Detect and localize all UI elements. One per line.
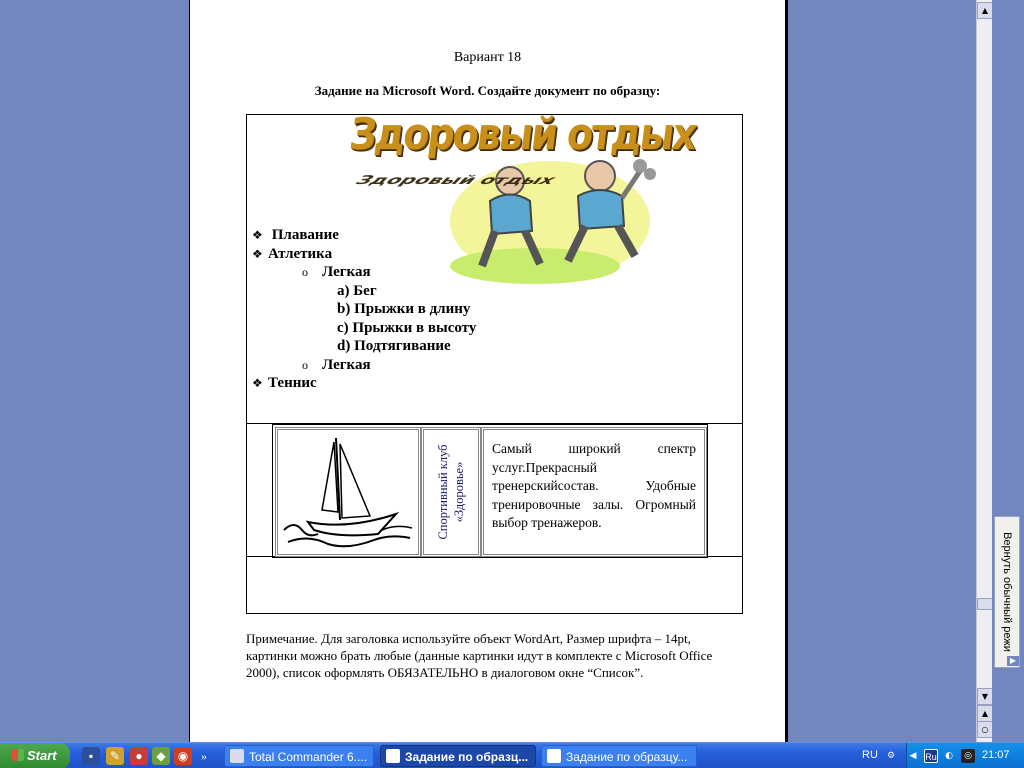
list-item: c) Прыжки в высоту — [337, 319, 477, 336]
previous-page-icon[interactable]: ▲ — [977, 705, 993, 722]
sailboat-clipart — [278, 430, 418, 554]
app-icon[interactable]: ● — [130, 747, 148, 765]
document-page[interactable] — [189, 0, 785, 742]
diamond-bullet-icon: ❖ — [252, 376, 263, 390]
network-icon[interactable]: ⚙ — [886, 751, 896, 761]
wordart-title[interactable]: Здоровый отдых — [346, 108, 699, 160]
wordart-shadow: Здоровый отдых — [351, 172, 562, 188]
tray-app-icon[interactable]: ◐ — [945, 751, 953, 761]
vertical-scrollbar[interactable] — [976, 0, 992, 742]
clock: 21:07 — [982, 749, 1010, 761]
circle-bullet-icon: o — [302, 357, 308, 372]
taskbar — [0, 742, 1024, 768]
save-icon[interactable]: ▪ — [82, 747, 100, 765]
diamond-bullet-icon: ❖ — [252, 228, 263, 242]
reading-mode-arrow-icon[interactable]: ▶ — [1007, 656, 1019, 666]
scroll-down-icon[interactable]: ▼ — [977, 688, 993, 705]
list-item: b) Прыжки в длину — [337, 301, 471, 317]
variant-heading: Вариант 18 — [453, 50, 522, 65]
taskbar-window-word-active[interactable]: Задание по образц... — [380, 745, 536, 767]
quick-launch-icon[interactable]: ◆ — [152, 747, 170, 765]
scroll-up-icon[interactable]: ▲ — [977, 2, 993, 19]
sports-list — [252, 226, 476, 393]
taskbar-window-total-commander[interactable]: Total Commander 6.... — [224, 745, 374, 767]
list-item: ❖ Теннис — [252, 375, 317, 391]
start-button[interactable]: Start — [0, 743, 70, 768]
page-edge — [785, 0, 788, 742]
club-name-cell[interactable] — [421, 427, 481, 557]
club-table — [272, 424, 708, 558]
list-item: ❖ Плавание — [252, 227, 339, 243]
club-description[interactable]: Самый широкий спектр услуг.Прекрасный тренерскийсостав. Удобные тренировочные залы. Огромный выбор тренажеров. — [481, 427, 707, 557]
antivirus-icon[interactable]: ◎ — [961, 749, 975, 763]
total-commander-icon — [230, 749, 244, 763]
list-item: a) Бег — [337, 282, 377, 299]
keyboard-layout-badge[interactable]: Ru — [924, 749, 938, 763]
word-document-icon — [386, 749, 400, 763]
word-document-icon — [547, 749, 561, 763]
taskbar-window-word[interactable]: Задание по образцу... — [541, 745, 697, 767]
list-item: d) Подтягивание — [337, 338, 451, 354]
list-item: o Легкая — [302, 264, 371, 280]
reading-mode-label: Вернуть обычный режи — [1001, 532, 1013, 652]
scroll-thumb[interactable] — [977, 598, 993, 610]
note-paragraph: Примечание. Для заголовка используйте объект WordArt, Размер шрифта – 14pt, картинки можно брать любые (данные картинки идут в комплекте с Microsoft Office 2000), список оформлять ОБЯЗАТЕЛЬНО в диалоговом окне “Список”. — [246, 631, 713, 680]
circle-bullet-icon: o — [302, 265, 308, 279]
language-indicator[interactable]: RU — [862, 749, 878, 761]
reading-mode-toggle[interactable] — [994, 516, 1020, 668]
club-name: Спортивный клуб «Здоровье» — [436, 444, 466, 540]
volume-icon[interactable]: ◀ — [909, 751, 917, 761]
tool-icon[interactable]: ✎ — [106, 747, 124, 765]
windows-logo-icon — [12, 749, 24, 761]
boat-cell[interactable] — [275, 427, 421, 557]
list-item: o Легкая — [302, 356, 371, 373]
diamond-bullet-icon: ❖ — [252, 246, 263, 261]
task-heading: Задание на Microsoft Word. Создайте документ по образцу: — [314, 83, 661, 98]
browse-object-icon[interactable]: ○ — [977, 721, 993, 738]
quick-launch-more-icon[interactable]: » — [201, 749, 207, 763]
list-item: ❖ Атлетика — [252, 245, 333, 262]
browser-icon[interactable]: ◉ — [174, 747, 192, 765]
